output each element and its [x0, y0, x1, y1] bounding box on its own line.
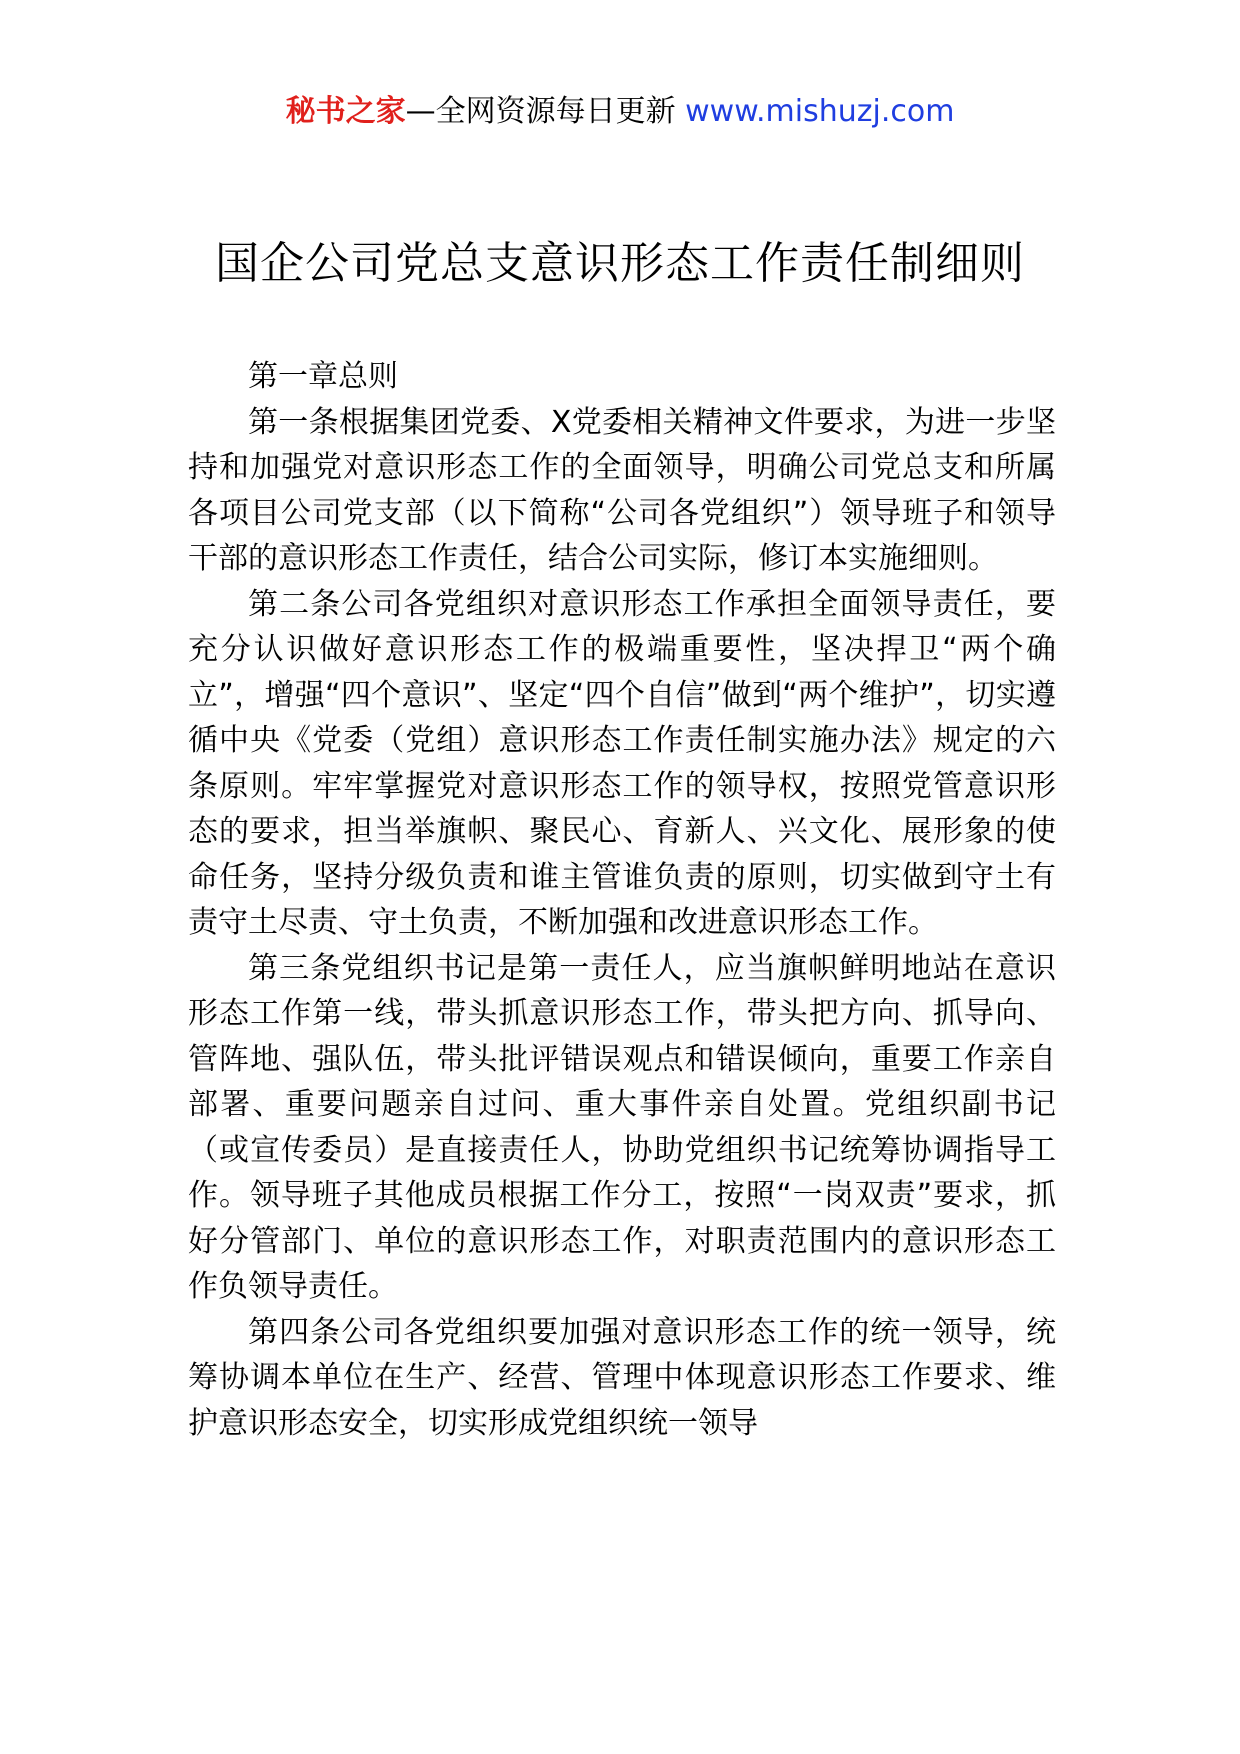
document-title: 国企公司党总支意识形态工作责任制细则 [215, 238, 1025, 289]
article-2: 第二条公司各党组织对意识形态工作承担全面领导责任，要充分认识做好意识形态工作的极端重要性，坚决捍卫“两个确立”，增强“四个意识”、坚定“四个自信”做到“两个维护”，切实遵循中央《党委（党组）意识形态工作责任制实施办法》规定的六条原则。牢牢掌握党对意识形态工作的领导权，按照党管意识形态的要求，担当举旗帜、聚民心、育新人、兴文化、展形象的使命任务，坚持分级负责和谁主管谁负责的原则，切实做到守土有责守土尽责、守土负责，不断加强和改进意识形态工作。 [188, 586, 1056, 940]
site-url[interactable]: www.mishuzj.com [685, 94, 955, 129]
document-body [188, 354, 1056, 1446]
article-4: 第四条公司各党组织要加强对意识形态工作的统一领导，统筹协调本单位在生产、经营、管理中体现意识形态工作要求、维护意识形态安全，切实形成党组织统一领导 [188, 1314, 1056, 1441]
chapter-heading: 第一章总则 [248, 359, 398, 394]
article-1: 第一条根据集团党委、X党委相关精神文件要求，为进一步坚持和加强党对意识形态工作的全面领导，明确公司党总支和所属各项目公司党支部（以下简称“公司各党组织”）领导班子和领导干部的意识形态工作责任，结合公司实际，修订本实施细则。 [188, 404, 1056, 576]
article-3: 第三条党组织书记是第一责任人，应当旗帜鲜明地站在意识形态工作第一线，带头抓意识形态工作，带头把方向、抓导向、管阵地、强队伍，带头批评错误观点和错误倾向，重要工作亲自部署、重要问题亲自过问、重大事件亲自处置。党组织副书记（或宣传委员）是直接责任人，协助党组织书记统筹协调指导工作。领导班子其他成员根据工作分工，按照“一岗双责”要求，抓好分管部门、单位的意识形态工作，对职责范围内的意识形态工作负领导责任。 [188, 950, 1056, 1304]
header-slogan: —全网资源每日更新 [405, 94, 676, 129]
brand-name: 秘书之家 [285, 94, 406, 129]
site-header [0, 92, 1240, 132]
